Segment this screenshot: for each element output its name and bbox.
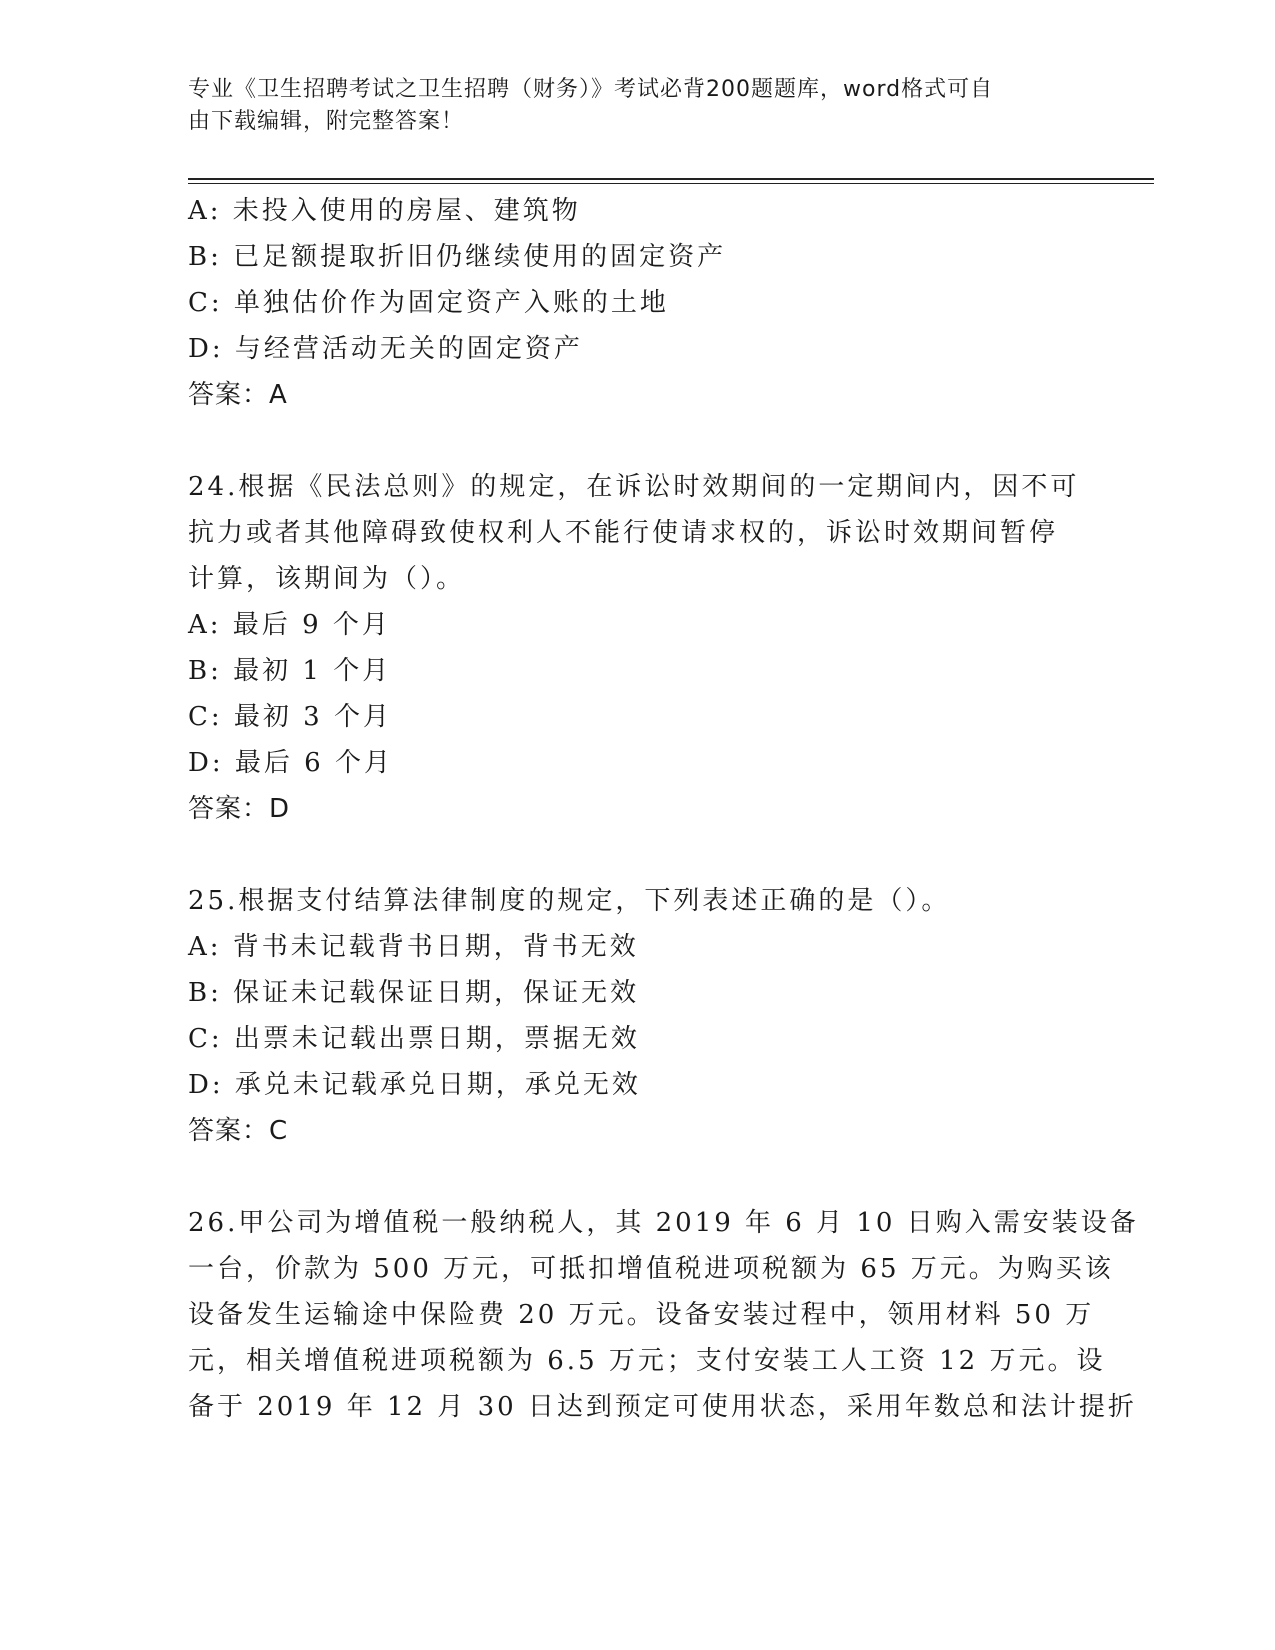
q25-stem-line-1: 25.根据支付结算法律制度的规定，下列表述正确的是（）。 (188, 886, 951, 916)
q23-answer: 答案：A (188, 380, 288, 410)
header-line-2: 由下载编辑，附完整答案！ (188, 109, 465, 134)
question-25 (188, 878, 1078, 1154)
q25-option-d: D: 承兑未记载承兑日期，承兑无效 (188, 1070, 641, 1100)
question-26 (188, 1200, 1139, 1430)
q26-stem-line-5: 备于 2019 年 12 月 30 日达到预定可使用状态，采用年数总和法计提折 (188, 1392, 1137, 1422)
q23-option-c: C: 单独估价作为固定资产入账的土地 (188, 288, 669, 318)
header-rule-thin (188, 183, 1154, 184)
q24-stem-line-3: 计算，该期间为（）。 (188, 564, 466, 594)
q23-option-b: B: 已足额提取折旧仍继续使用的固定资产 (188, 242, 727, 272)
q25-option-c: C: 出票未记载出票日期，票据无效 (188, 1024, 640, 1054)
q26-stem-line-3: 设备发生运输途中保险费 20 万元。设备安装过程中，领用材料 50 万 (188, 1300, 1095, 1330)
header-rule-thick (188, 178, 1154, 180)
q24-option-d: D: 最后 6 个月 (188, 748, 393, 778)
question-content (188, 188, 1139, 1430)
spacer (188, 418, 1078, 464)
q24-answer: 答案：D (188, 794, 291, 824)
q24-option-c: C: 最初 3 个月 (188, 702, 392, 732)
q25-option-b: B: 保证未记载保证日期，保证无效 (188, 978, 640, 1008)
q25-answer: 答案：C (188, 1116, 289, 1146)
question-24 (188, 464, 1078, 832)
q26-stem-line-2: 一台，价款为 500 万元，可抵扣增值税进项税额为 65 万元。为购买该 (188, 1254, 1114, 1284)
q23-option-d: D: 与经营活动无关的固定资产 (188, 334, 583, 364)
q24-option-a: A: 最后 9 个月 (188, 610, 391, 640)
q24-stem-line-1: 24.根据《民法总则》的规定，在诉讼时效期间的一定期间内，因不可 (188, 472, 1080, 502)
q23-option-a: A: 未投入使用的房屋、建筑物 (188, 196, 581, 226)
q25-option-a: A: 背书未记载背书日期，背书无效 (188, 932, 639, 962)
question-23 (188, 188, 1078, 418)
document-header (188, 74, 1068, 138)
q24-stem-line-2: 抗力或者其他障碍致使权利人不能行使请求权的，诉讼时效期间暂停 (188, 518, 1059, 548)
q26-stem-line-4: 元，相关增值税进项税额为 6.5 万元；支付安装工人工资 12 万元。设 (188, 1346, 1106, 1376)
spacer (188, 832, 1078, 878)
header-line-1: 专业《卫生招聘考试之卫生招聘（财务）》考试必背200题题库，word格式可自 (188, 77, 994, 102)
spacer (188, 1154, 1078, 1200)
q24-option-b: B: 最初 1 个月 (188, 656, 392, 686)
q26-stem-line-1: 26.甲公司为增值税一般纳税人，其 2019 年 6 月 10 日购入需安装设备 (188, 1208, 1139, 1238)
